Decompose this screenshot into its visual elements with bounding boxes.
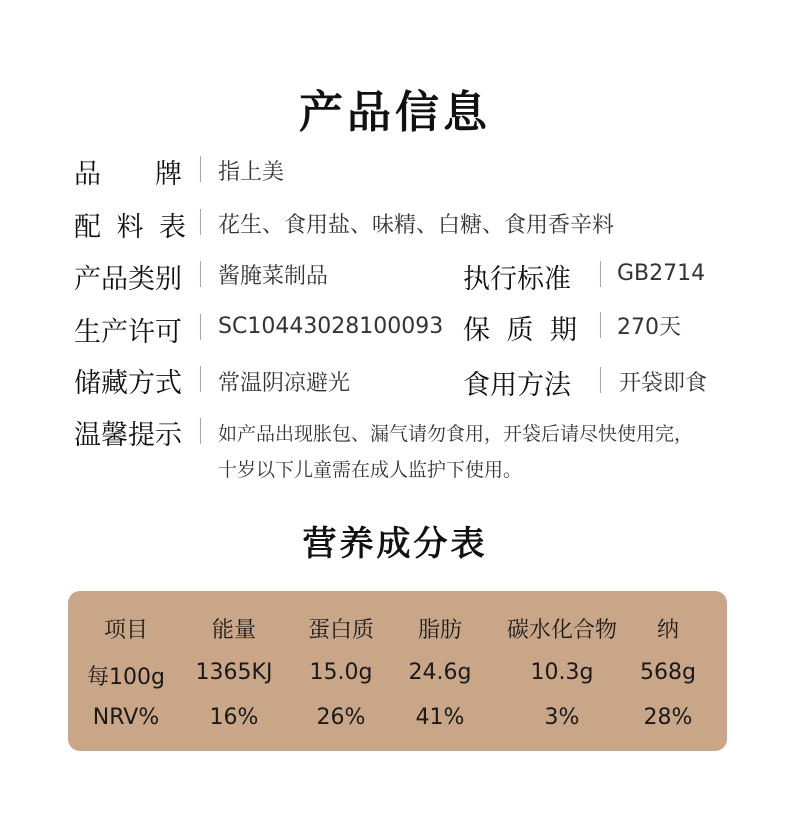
ingredients-label: 配 料 表 [74,212,186,243]
usage-label: 食用方法 [463,370,571,401]
separator [600,367,601,393]
table-header-cell: 脂肪 [417,618,463,643]
table-cell: 10.3g [530,660,594,685]
usage-value: 开袋即食 [619,371,708,396]
separator [200,261,201,287]
tips-line-2: 十岁以下儿童需在成人监护下使用。 [218,459,523,481]
separator [200,418,201,444]
table-cell: 3% [544,705,580,730]
separator [600,312,601,338]
table-cell: 41% [415,705,465,730]
product-info-title: 产品信息 [299,87,491,138]
standard-label: 执行标准 [463,264,571,295]
license-label: 生产许可 [74,317,182,348]
separator [200,366,201,392]
table-cell: 每100g [87,665,165,690]
storage-label: 储藏方式 [74,368,182,399]
table-cell: 28% [643,705,693,730]
table-cell: 1365KJ [195,660,273,685]
shelf-life-label: 保 质 期 [463,315,577,346]
table-header-cell: 能量 [211,618,257,643]
table-cell: 15.0g [309,660,373,685]
brand-value: 指上美 [218,160,285,185]
standard-value: GB2714 [617,261,706,286]
table-cell: 568g [640,660,696,685]
table-header-cell: 项目 [103,618,149,643]
storage-value: 常温阴凉避光 [218,371,351,396]
shelf-life-value: 270天 [617,315,681,340]
tips-line-1: 如产品出现胀包、漏气请勿食用，开袋后请尽快使用完， [218,423,694,445]
separator [200,209,201,235]
nutrition-table [68,591,727,751]
table-cell: NRV% [92,705,160,730]
table-cell: 26% [316,705,366,730]
separator [200,156,201,182]
table-header-cell: 纳 [656,618,680,643]
table-cell: 16% [209,705,259,730]
ingredients-value: 花生、食用盐、味精、白糖、食用香辛料 [218,213,615,238]
table-header-cell: 蛋白质 [307,618,375,643]
tips-label: 温馨提示 [74,420,182,451]
separator [600,261,601,287]
table-cell: 24.6g [408,660,472,685]
nutrition-title: 营养成分表 [302,524,488,564]
license-value: SC10443028100093 [218,314,444,339]
category-label: 产品类别 [74,264,182,295]
category-value: 酱腌菜制品 [218,264,329,289]
separator [200,314,201,340]
table-header-cell: 碳水化合物 [506,618,618,643]
brand-label: 品 牌 [74,159,182,190]
